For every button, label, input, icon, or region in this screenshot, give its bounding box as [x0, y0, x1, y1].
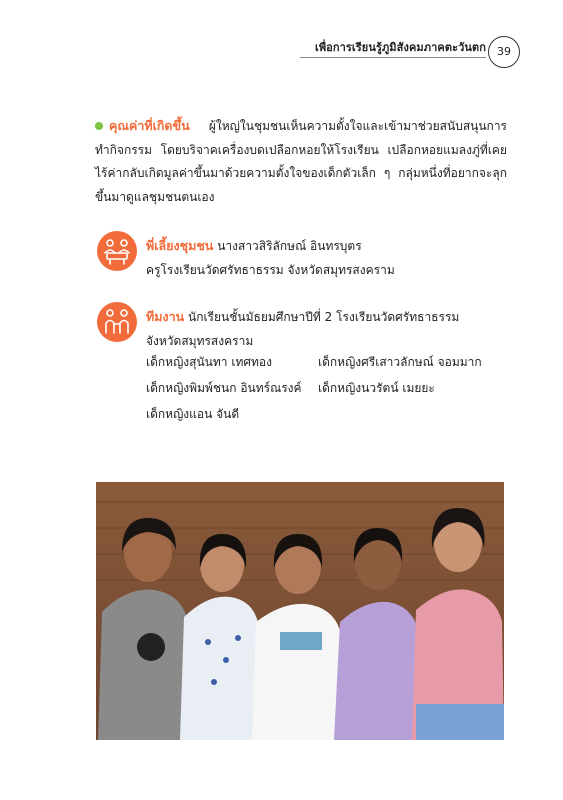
benefit-paragraph	[95, 114, 507, 209]
team-member: เด็กหญิงนวรัตน์ เมยยะ	[318, 381, 435, 395]
mentor-credit	[146, 234, 526, 282]
team-member: เด็กหญิงพิมพ์ชนก อินทร์ณรงค์	[146, 381, 302, 395]
mentor-name: นางสาวสิริลักษณ์ อินทรบุตร	[217, 239, 362, 253]
mentor-role: ครูโรงเรียนวัดศรัทธาธรรม จังหวัดสมุทรสงคราม	[146, 262, 395, 277]
mentor-label: พี่เลี้ยงชุมชน	[146, 238, 214, 253]
team-member-list	[146, 349, 506, 427]
team-people-icon	[97, 302, 137, 342]
team-member: เด็กหญิงแอน จันดี	[146, 407, 240, 421]
benefit-lead: คุณค่าที่เกิดขึ้น	[109, 118, 190, 133]
team-label: ทีมงาน	[146, 309, 185, 324]
team-line2: จังหวัดสมุทรสงคราม	[146, 333, 254, 348]
team-member: เด็กหญิงสุนันทา เทศทอง	[146, 355, 272, 369]
running-header-title: เพื่อการเรียนรู้ภูมิสังคมภาคตะวันตก	[314, 41, 486, 54]
team-group-photo	[96, 482, 504, 740]
team-credit	[146, 305, 526, 353]
team-line1: นักเรียนชั้นมัธยมศึกษาปีที่ 2 โรงเรียนวัดศรัทธาธรรม	[187, 310, 460, 324]
green-bullet-icon	[95, 122, 103, 130]
benefit-text: ผู้ใหญ่ในชุมชนเห็นความตั้งใจและเข้ามาช่วยสนับสนุนการทำกิจกรรม โดยบริจาคเครื่องบดเปลือกหอยให้โรงเรียน เปลือกหอยแมลงภู่ที่เคยไร้ค่ากลับเกิดมูลค่าขึ้นมาด้วยความตั้งใจของเด็กตัวเล็ก ๆ กลุ่มหนึ่งที่อยากจะลุกขึ้นมาดูแลชุมชนตนเอง	[95, 119, 507, 204]
mentor-group-icon	[97, 231, 137, 271]
team-member: เด็กหญิงศรีเสาวลักษณ์ จอมมาก	[318, 355, 482, 369]
header-divider	[300, 57, 486, 58]
page-number: 39	[488, 36, 520, 68]
